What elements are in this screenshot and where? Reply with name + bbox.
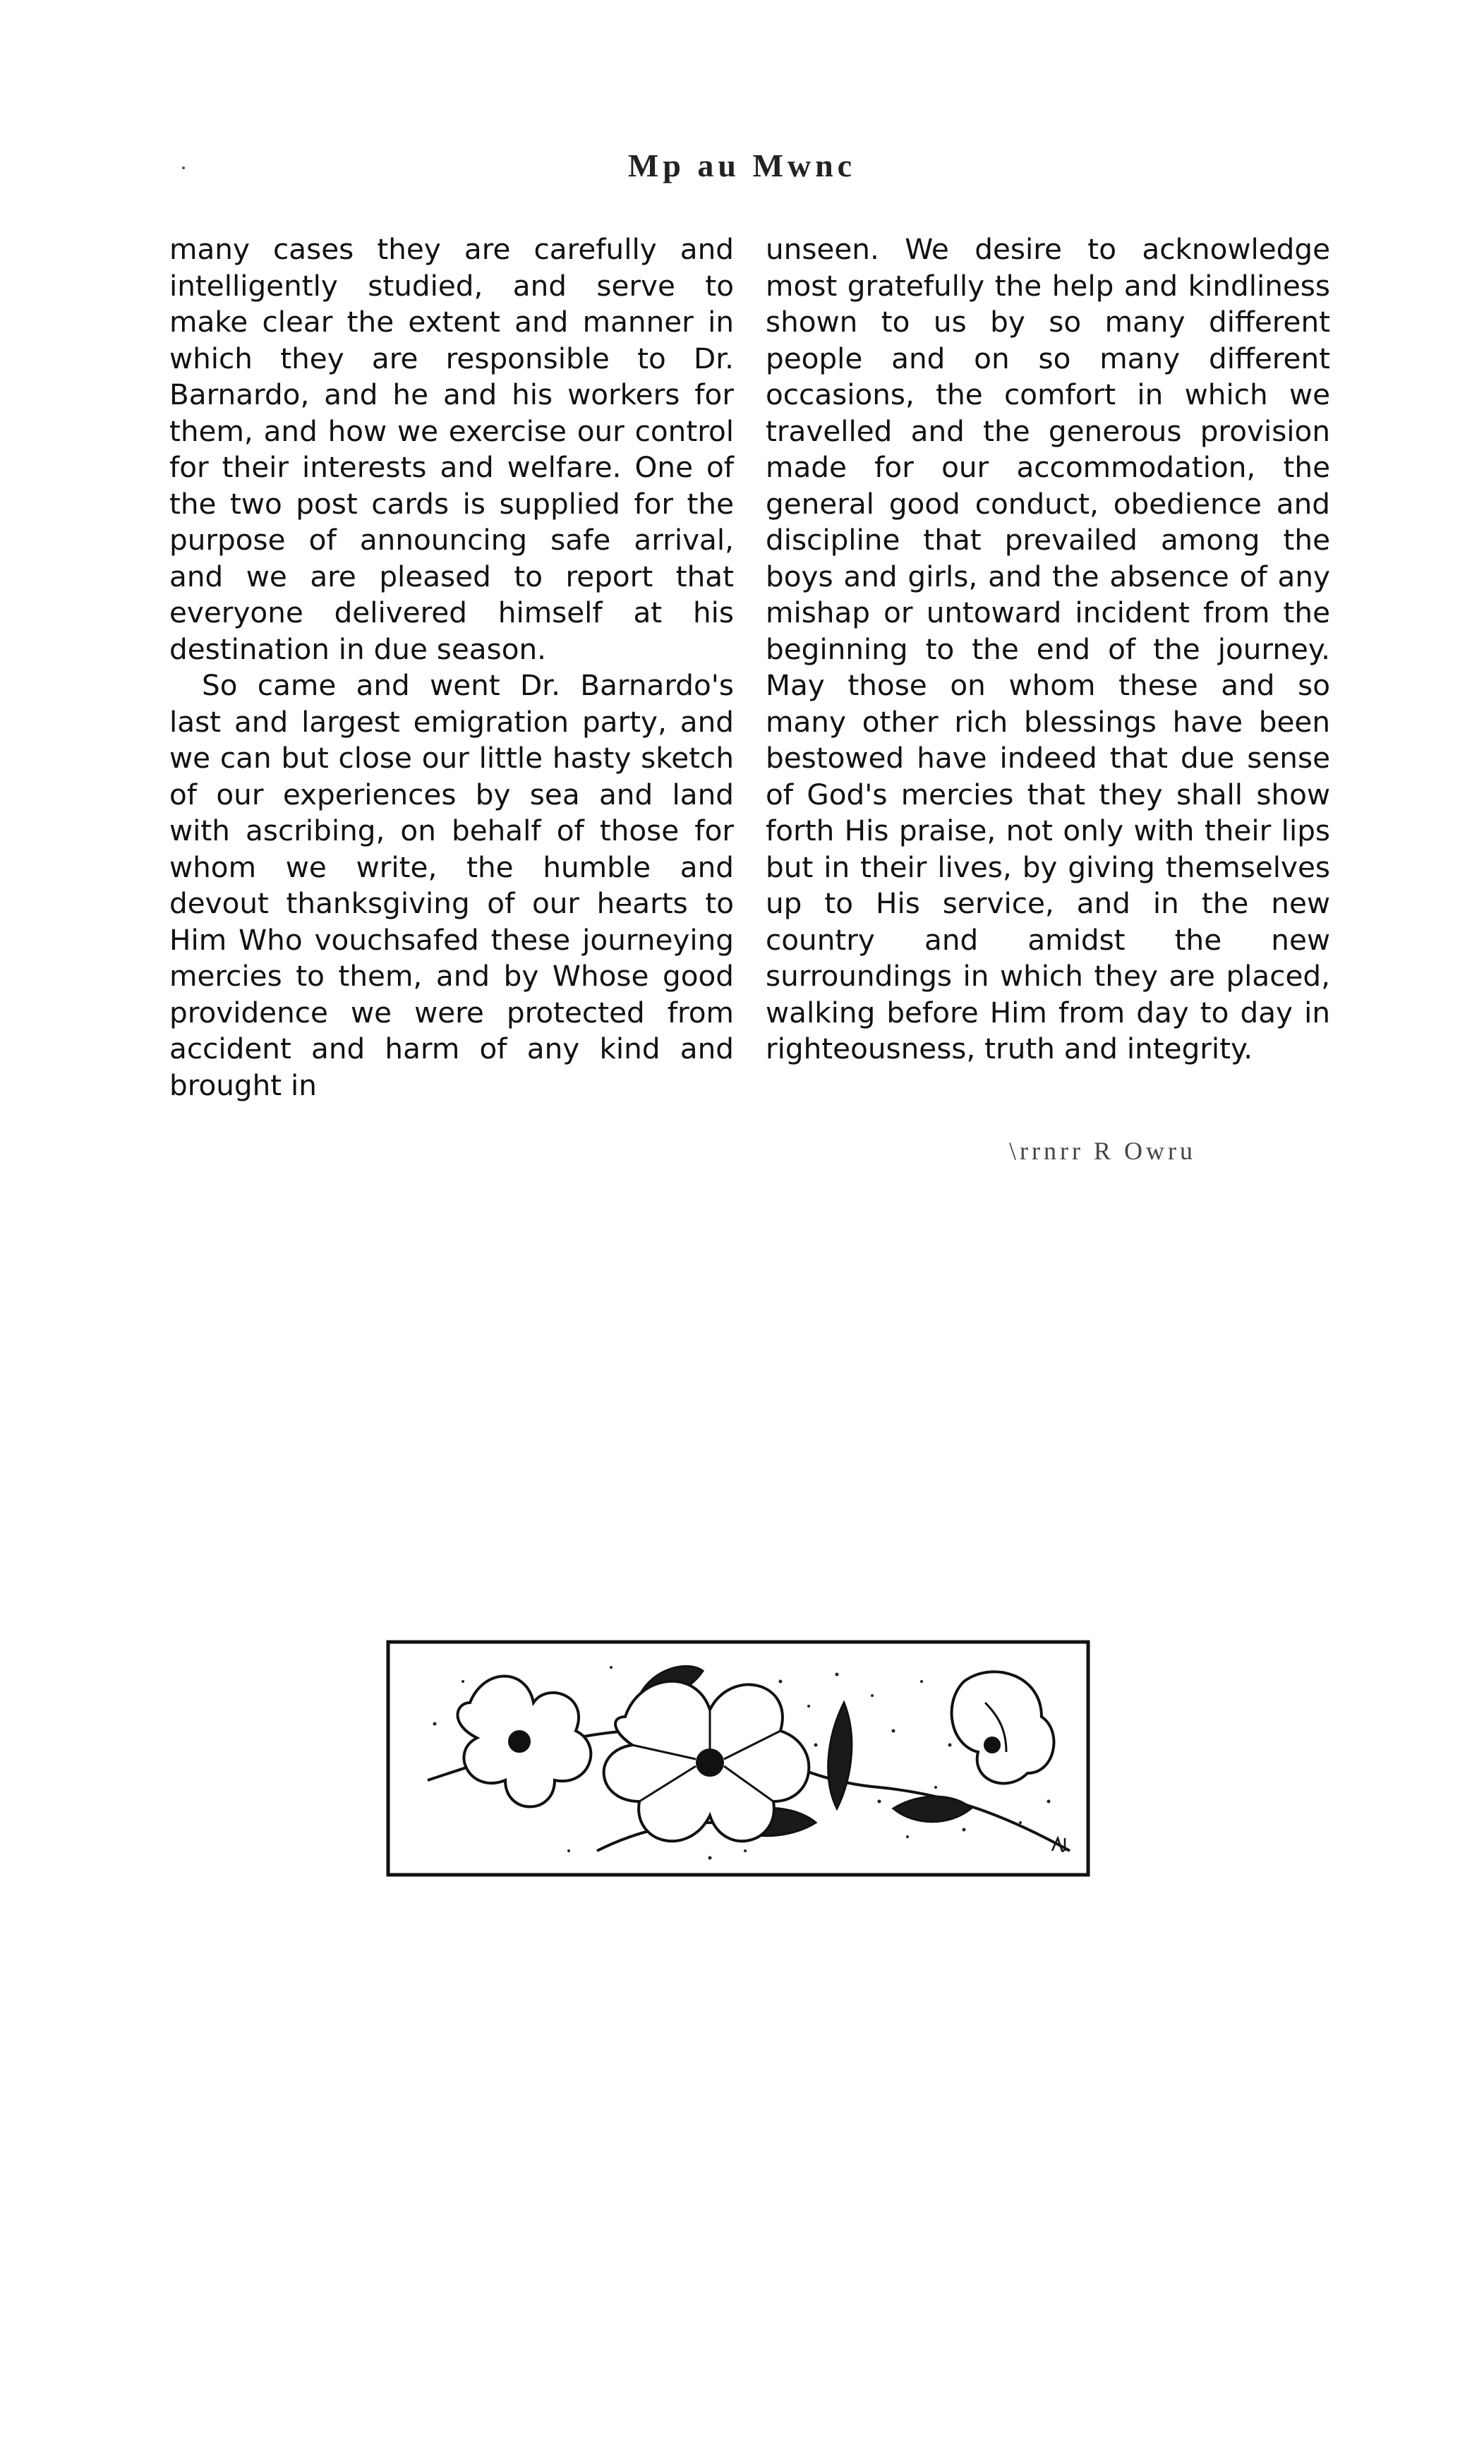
left-paragraph-2: So came and went Dr. Barnardo's last and largest emigration party, and we can but close our little hasty sketch of our experiences by sea and land with ascribing, on behalf of those for whom we write, the humble and devout thanksgiving of our hearts to Him Who vouchsafed these journeying mercies to them, and by Whose good providence we were protected from accident and harm of any kind and brought in [169, 668, 734, 1102]
right-paragraph-1: unseen. We desire to acknowledge most gratefully the help and kindliness shown to us by so many different people and on so many different occasions, the comfort in which we travelled and the generous provision made for our accommodation, the general good conduct, obedience and discipline that prevailed among the boys and girls, and the absence of any mishap or untoward incident from the beginning to the end of the journey. May those on whom these and so many other rich blessings have been bestowed have indeed that due sense of God's mercies that they shall show forth His praise, not only with their lips but in their lives, by giving themselves up to His service, and in the new country and amidst the new surroundings in which they are placed, walking before Him from day to day in righteousness, truth and integrity. [766, 232, 1330, 1065]
running-head: Mp au Mwnc [627, 147, 857, 183]
left-paragraph-1: many cases they are carefully and intelligently studied, and serve to make clear the extent and manner in which they are responsible to Dr. Barnardo, and he and his workers for them, and how we exercise our control for their interests and welfare. One of the two post cards is supplied for the purpose of announcing safe arrival, and we are pleased to report that everyone delivered himself at his destination in due season. [169, 232, 734, 666]
floral-ornament [385, 1639, 1091, 1878]
author-signature: \rrnrr R Owru [1009, 1137, 1196, 1165]
left-column [169, 231, 734, 1104]
right-column [766, 231, 1330, 1068]
